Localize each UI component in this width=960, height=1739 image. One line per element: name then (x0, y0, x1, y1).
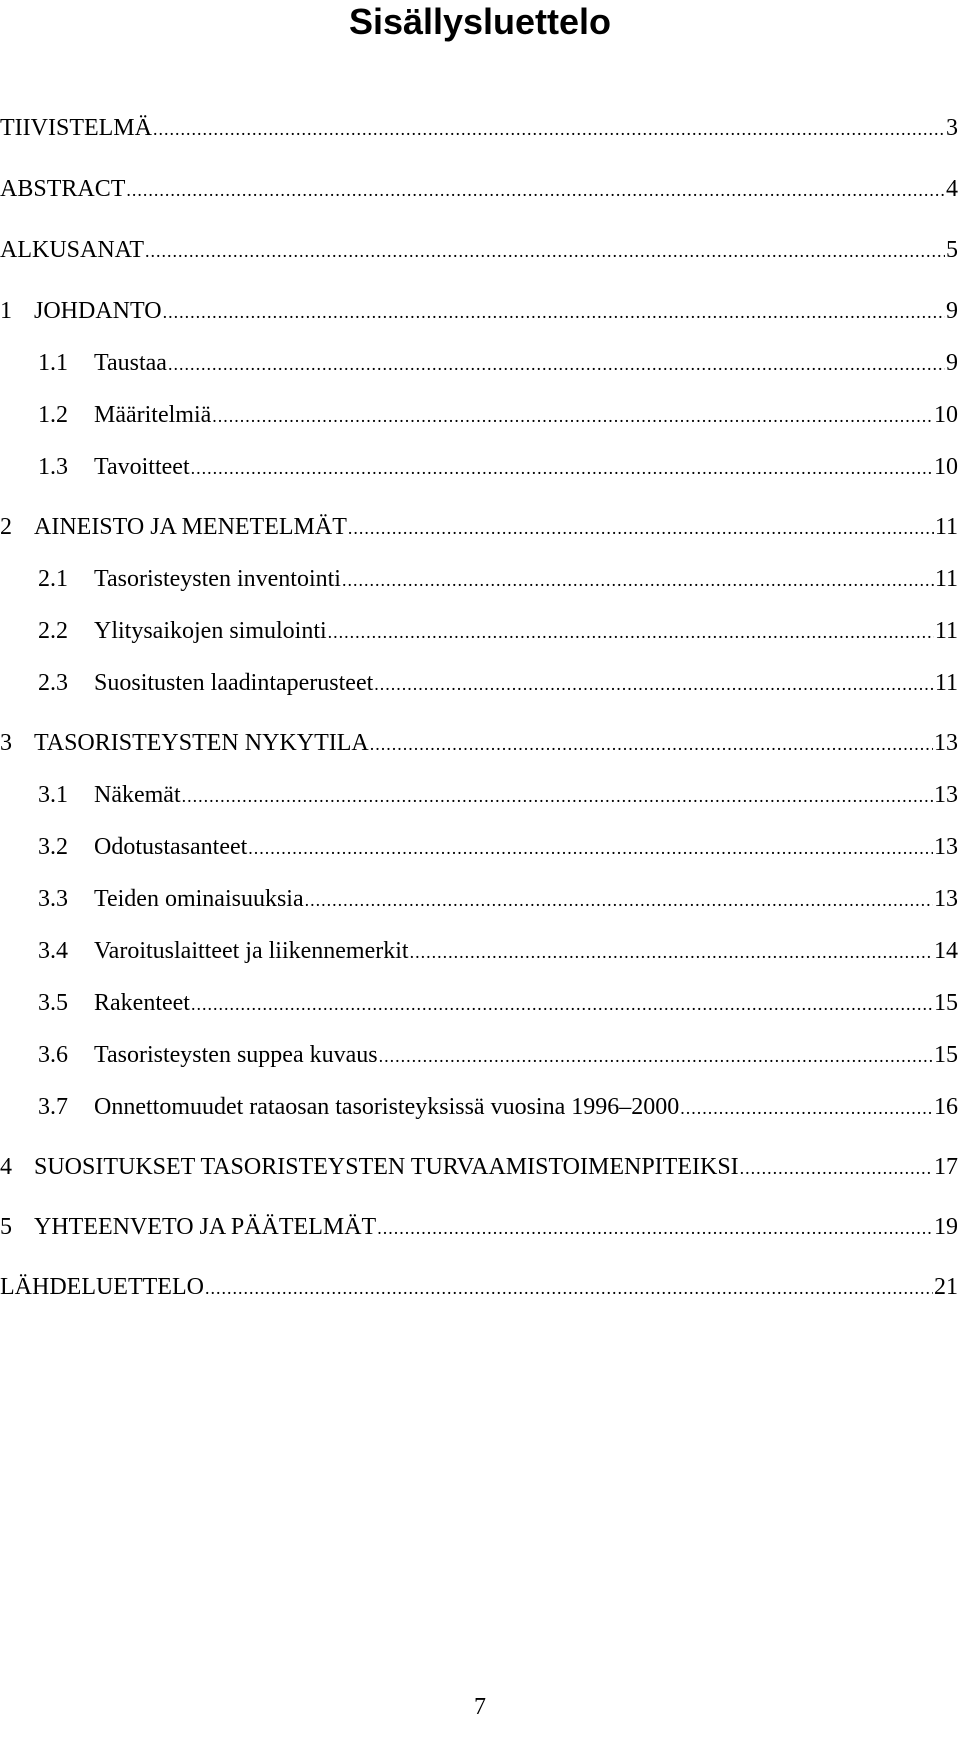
toc-entry-page: 17 (934, 1154, 958, 1180)
toc-entry[interactable] (0, 1210, 958, 1244)
toc-entry-number: 2 (0, 514, 12, 540)
dot-leader (377, 1211, 933, 1245)
toc-entry-label: ALKUSANAT (0, 237, 144, 263)
toc-entry-number: 3.1 (38, 782, 68, 808)
toc-entry-label: Määritelmiä (94, 402, 212, 428)
toc-entry[interactable] (0, 1038, 958, 1072)
dot-leader (153, 112, 945, 146)
toc-entry-page: 21 (934, 1274, 958, 1300)
toc-entry-label: Ylitysaikojen simulointi (94, 618, 327, 644)
dot-leader (191, 451, 933, 485)
toc-entry[interactable] (0, 294, 958, 328)
toc-entry-label: ABSTRACT (0, 176, 126, 202)
toc-entry-page: 11 (934, 670, 958, 696)
toc-entry-label: Varoituslaitteet ja liikennemerkit (94, 938, 409, 964)
toc-entry-page: 16 (934, 1094, 958, 1120)
dot-leader (342, 563, 934, 597)
page-number: 7 (474, 1694, 486, 1720)
dot-leader (126, 173, 945, 207)
dot-leader (370, 727, 933, 761)
dot-leader (740, 1151, 933, 1185)
toc-entry-label: Tasoristeysten inventointi (94, 566, 341, 592)
toc-entry[interactable] (0, 882, 958, 916)
toc-entry-label: Odotustasanteet (94, 834, 248, 860)
toc-entry-label: Tavoitteet (94, 454, 190, 480)
toc-entry-label: Rakenteet (94, 990, 190, 1016)
toc-entry-page: 10 (934, 454, 958, 480)
toc-entry-number: 4 (0, 1154, 12, 1180)
toc-entry[interactable] (0, 1270, 958, 1304)
toc-entry-page: 13 (934, 730, 958, 756)
toc-entry-page: 13 (934, 834, 958, 860)
toc-entry-label: Näkemät (94, 782, 181, 808)
toc-entry[interactable] (0, 562, 958, 596)
dot-leader (163, 295, 945, 329)
toc-entry-label: Teiden ominaisuuksia (94, 886, 304, 912)
toc-entry[interactable] (0, 778, 958, 812)
toc-entry-page: 11 (934, 566, 958, 592)
toc-entry-number: 1 (0, 298, 12, 324)
toc-entry-label: Suositusten laadintaperusteet (94, 670, 374, 696)
toc-entry-page: 9 (946, 350, 958, 376)
dot-leader (182, 779, 933, 813)
toc-entry-label: YHTEENVETO JA PÄÄTELMÄT (34, 1214, 377, 1240)
toc-entry-page: 14 (934, 938, 958, 964)
toc-entry-page: 13 (934, 782, 958, 808)
toc-entry-label: TIIVISTELMÄ (0, 115, 152, 141)
toc-entry[interactable] (0, 726, 958, 760)
dot-leader (145, 234, 945, 268)
toc-entry-page: 15 (934, 990, 958, 1016)
toc-entry[interactable] (0, 233, 958, 267)
toc-entry-label: Tasoristeysten suppea kuvaus (94, 1042, 378, 1068)
toc-entry-page: 11 (934, 618, 958, 644)
toc-entry-label: Onnettomuudet rataosan tasoristeyksissä vuosina 1996–2000 (94, 1094, 680, 1120)
toc-entry-page: 9 (946, 298, 958, 324)
toc-entry-page: 19 (934, 1214, 958, 1240)
toc-entry-number: 1.3 (38, 454, 68, 480)
toc-entry-label: SUOSITUKSET TASORISTEYSTEN TURVAAMISTOIMENPITEIKSI (34, 1154, 739, 1180)
toc-entry-page: 13 (934, 886, 958, 912)
toc-entry-page: 10 (934, 402, 958, 428)
toc-entry-number: 3.4 (38, 938, 68, 964)
toc-entry-page: 11 (934, 514, 958, 540)
toc-entry-label: Taustaa (94, 350, 167, 376)
toc-entry-page: 5 (946, 237, 958, 263)
toc-entry[interactable] (0, 172, 958, 206)
toc-entry[interactable] (0, 398, 958, 432)
toc-entry[interactable] (0, 346, 958, 380)
toc-entry[interactable] (0, 614, 958, 648)
toc-entry-page: 4 (946, 176, 958, 202)
toc-entry-label: JOHDANTO (34, 298, 162, 324)
toc-entry-number: 3.2 (38, 834, 68, 860)
dot-leader (328, 615, 934, 649)
toc-entry-number: 3.3 (38, 886, 68, 912)
toc-entry-label: LÄHDELUETTELO (0, 1274, 204, 1300)
dot-leader (374, 667, 934, 701)
toc-entry-number: 3 (0, 730, 12, 756)
toc-entry[interactable] (0, 986, 958, 1020)
toc-entry-number: 1.1 (38, 350, 68, 376)
dot-leader (410, 935, 933, 969)
toc-entry[interactable] (0, 1090, 958, 1124)
toc-entry[interactable] (0, 111, 958, 145)
toc-entry[interactable] (0, 510, 958, 544)
toc-entry-number: 3.6 (38, 1042, 68, 1068)
toc-entry-number: 1.2 (38, 402, 68, 428)
dot-leader (248, 831, 933, 865)
toc-entry[interactable] (0, 1150, 958, 1184)
toc-entry-label: TASORISTEYSTEN NYKYTILA (34, 730, 369, 756)
toc-entry-page: 3 (946, 115, 958, 141)
toc-entry-number: 2.2 (38, 618, 68, 644)
dot-leader (212, 399, 933, 433)
toc-entry-number: 3.5 (38, 990, 68, 1016)
dot-leader (168, 347, 945, 381)
toc-entry-number: 2.1 (38, 566, 68, 592)
dot-leader (680, 1091, 933, 1125)
toc-entry-number: 2.3 (38, 670, 68, 696)
toc-entry-number: 5 (0, 1214, 12, 1240)
toc-entry[interactable] (0, 450, 958, 484)
dot-leader (205, 1271, 933, 1305)
toc-entry-label: AINEISTO JA MENETELMÄT (34, 514, 347, 540)
toc-entry-number: 3.7 (38, 1094, 68, 1120)
dot-leader (348, 511, 934, 545)
toc-entry[interactable] (0, 666, 958, 700)
dot-leader (305, 883, 933, 917)
toc-entry[interactable] (0, 934, 958, 968)
dot-leader (191, 987, 933, 1021)
page-title: Sisällysluettelo (348, 1, 612, 42)
dot-leader (379, 1039, 933, 1073)
toc-entry-page: 15 (934, 1042, 958, 1068)
toc-entry[interactable] (0, 830, 958, 864)
